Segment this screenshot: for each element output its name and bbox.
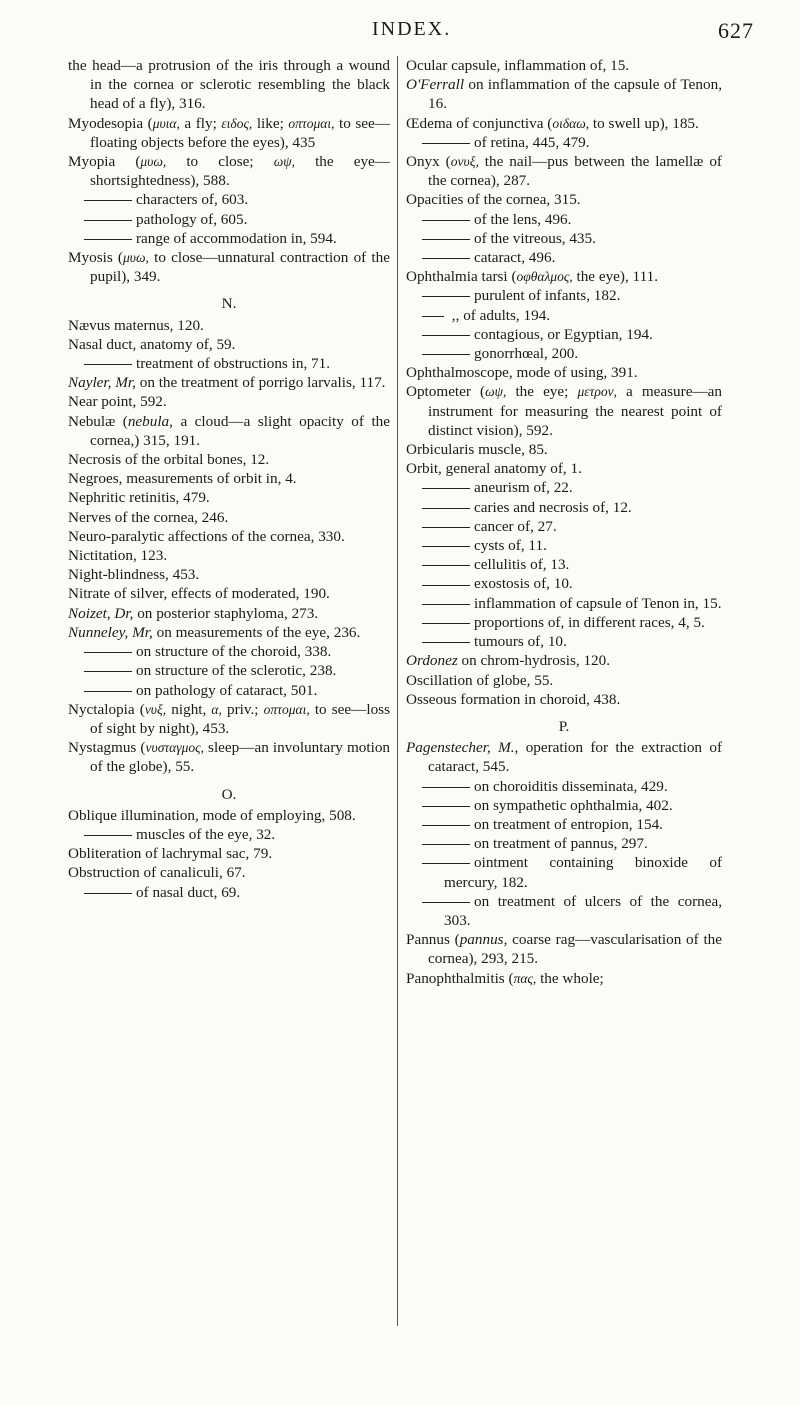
index-subentry: cancer of, 27. [406,517,722,536]
index-entry: Ophthalmia tarsi (οφθαλμος, the eye), 111. [406,268,659,286]
dash-rule [422,863,470,864]
index-entry: Ocular capsule, inflammation of, 15. [406,57,630,74]
index-subentry: range of accommodation in, 594. [68,229,390,248]
dash-rule [84,239,132,240]
index-subentry: on pathology of cataract, 501. [68,681,390,700]
index-subentry: on treatment of entropion, 154. [406,815,722,834]
index-entry: Nystagmus (νυσταγμος, sleep—an involuntary motion of the globe), 55. [68,739,390,776]
dash-rule [84,200,132,201]
dash-rule [422,488,470,489]
index-entry: Osseous formation in choroid, 438. [406,690,621,708]
index-entry: Nictitation, 123. [68,547,168,565]
index-subentry: exostosis of, 10. [406,574,722,593]
index-subentry: ointment containing binoxide of mercury, 182. [406,853,722,891]
dash-rule [422,546,470,547]
index-entry: Obstruction of canaliculi, 67. [68,864,246,882]
index-subentry: pathology of, 605. [68,210,390,229]
index-subentry: on choroiditis disseminata, 429. [406,777,722,796]
index-subentry: ,, of adults, 194. [406,306,722,325]
dash-rule [422,585,470,586]
index-subentry: caries and necrosis of, 12. [406,498,722,517]
index-entry: Optometer (ωψ, the eye; μετρον, a measure—an instrument for measuring the nearest point of distinct vision), 592. [406,383,722,439]
dash-rule [422,335,470,336]
index-entry: Obliteration of lachrymal sac, 79. [68,845,273,863]
dash-rule [422,604,470,605]
index-entry: Myodesopia (μυια, a fly; ειδος, like; οπτομαι, to see—floating objects before the eyes), 435 [68,114,390,151]
index-entry: Nitrate of silver, effects of moderated, 190. [68,585,330,603]
right-column [406,56,722,1386]
index-subentry: characters of, 603. [68,190,390,209]
section-letter-o: O. [221,785,237,803]
index-entry: Nunneley, Mr, on measurements of the eye, 236. [68,623,361,641]
index-entry: Opacities of the cornea, 315. [406,191,581,209]
index-subentry: of the vitreous, 435. [406,229,722,248]
index-subentry: gonorrhœal, 200. [406,344,722,363]
dash-rule [422,354,470,355]
index-entry: Panophthalmitis (πας, the whole; [406,969,604,987]
index-subentry: muscles of the eye, 32. [68,825,390,844]
index-entry: Ordonez on chrom-hydrosis, 120. [406,652,611,670]
index-subentry: tumours of, 10. [406,632,722,651]
index-subentry: cataract, 496. [406,248,722,267]
dash-rule [84,671,132,672]
dash-rule [422,296,470,297]
dash-rule [422,239,470,240]
index-subentry: on sympathetic ophthalmia, 402. [406,796,722,815]
dash-rule [422,844,470,845]
index-subentry: purulent of infants, 182. [406,286,722,305]
page-header [0,18,800,46]
index-entry: Myopia (μυω, to close; ωψ, the eye—shortsightedness), 588. [68,153,390,190]
dash-rule [84,364,132,365]
dash-rule [84,652,132,653]
index-entry: Neuro-paralytic affections of the cornea, 330. [68,527,345,545]
index-subentry: on structure of the sclerotic, 238. [68,661,390,680]
dash-rule [84,220,132,221]
index-entry: Near point, 592. [68,393,167,411]
index-subentry: of retina, 445, 479. [406,133,722,152]
index-entry: Nayler, Mr, on the treatment of porrigo larvalis, 117. [68,374,386,392]
dash-rule [84,893,132,894]
index-subentry: on treatment of ulcers of the cornea, 303. [406,892,722,930]
index-entry: Myosis (μυω, to close—unnatural contraction of the pupil), 349. [68,249,390,286]
dash-rule [422,316,444,317]
index-entry: Nasal duct, anatomy of, 59. [68,335,236,353]
index-subentry: aneurism of, 22. [406,478,722,497]
index-entry: Ophthalmoscope, mode of using, 391. [406,364,638,382]
index-subentry: on structure of the choroid, 338. [68,642,390,661]
index-entry: Nævus maternus, 120. [68,316,204,334]
column-divider [397,56,398,1326]
dash-rule [84,691,132,692]
dash-rule [422,220,470,221]
index-subentry: contagious, or Egyptian, 194. [406,325,722,344]
index-entry: O'Ferrall on inflammation of the capsule of Tenon, 16. [406,76,722,113]
dash-rule [422,527,470,528]
index-entry: Nephritic retinitis, 479. [68,489,210,507]
dash-rule [422,508,470,509]
index-entry: Orbicularis muscle, 85. [406,441,548,459]
section-letter-n: N. [221,295,237,313]
index-subentry: of the lens, 496. [406,210,722,229]
index-subentry: cellulitis of, 13. [406,555,722,574]
dash-rule [422,642,470,643]
dash-rule [422,825,470,826]
left-column [68,56,390,1386]
dash-rule [84,835,132,836]
index-entry: Pagenstecher, M., operation for the extraction of cataract, 545. [406,739,722,776]
index-entry: Nebulæ (nebula, a cloud—a slight opacity of the cornea,) 315, 191. [68,412,390,449]
index-subentry: inflammation of capsule of Tenon in, 15. [406,594,722,613]
running-title: INDEX. [372,18,452,40]
index-subentry: of nasal duct, 69. [68,883,390,902]
index-entry: Oblique illumination, mode of employing, 508. [68,806,356,824]
index-entry: Night-blindness, 453. [68,566,200,584]
index-subentry: treatment of obstructions in, 71. [68,354,390,373]
dash-rule [422,787,470,788]
index-entry: Onyx (ονυξ, the nail—pus between the lamellæ of the cornea), 287. [406,153,722,190]
index-entry: Noizet, Dr, on posterior staphyloma, 273. [68,604,319,622]
dash-rule [422,258,470,259]
dash-rule [422,143,470,144]
dash-rule [422,623,470,624]
section-letter-p: P. [558,717,570,735]
dash-rule [422,806,470,807]
page-number: 627 [718,18,754,43]
index-entry: Nerves of the cornea, 246. [68,508,229,526]
index-entry: Pannus (pannus, coarse rag—vascularisation of the cornea), 293, 215. [406,931,722,968]
index-entry: Œdema of conjunctiva (οιδαω, to swell up), 185. [406,114,699,132]
index-entry: the head—a protrusion of the iris through a wound in the cornea or sclerotic resembling the black head of a fly), 316. [68,57,390,113]
index-entry: Orbit, general anatomy of, 1. [406,460,582,478]
index-entry: Oscillation of globe, 55. [406,671,554,689]
index-subentry: on treatment of pannus, 297. [406,834,722,853]
index-entry: Necrosis of the orbital bones, 12. [68,451,270,469]
index-entry: Nyctalopia (νυξ, night, α, priv.; οπτομαι, to see—loss of sight by night), 453. [68,700,390,737]
index-subentry: proportions of, in different races, 4, 5. [406,613,722,632]
dash-rule [422,902,470,903]
index-entry: Negroes, measurements of orbit in, 4. [68,470,297,488]
index-subentry: cysts of, 11. [406,536,722,555]
dash-rule [422,565,470,566]
